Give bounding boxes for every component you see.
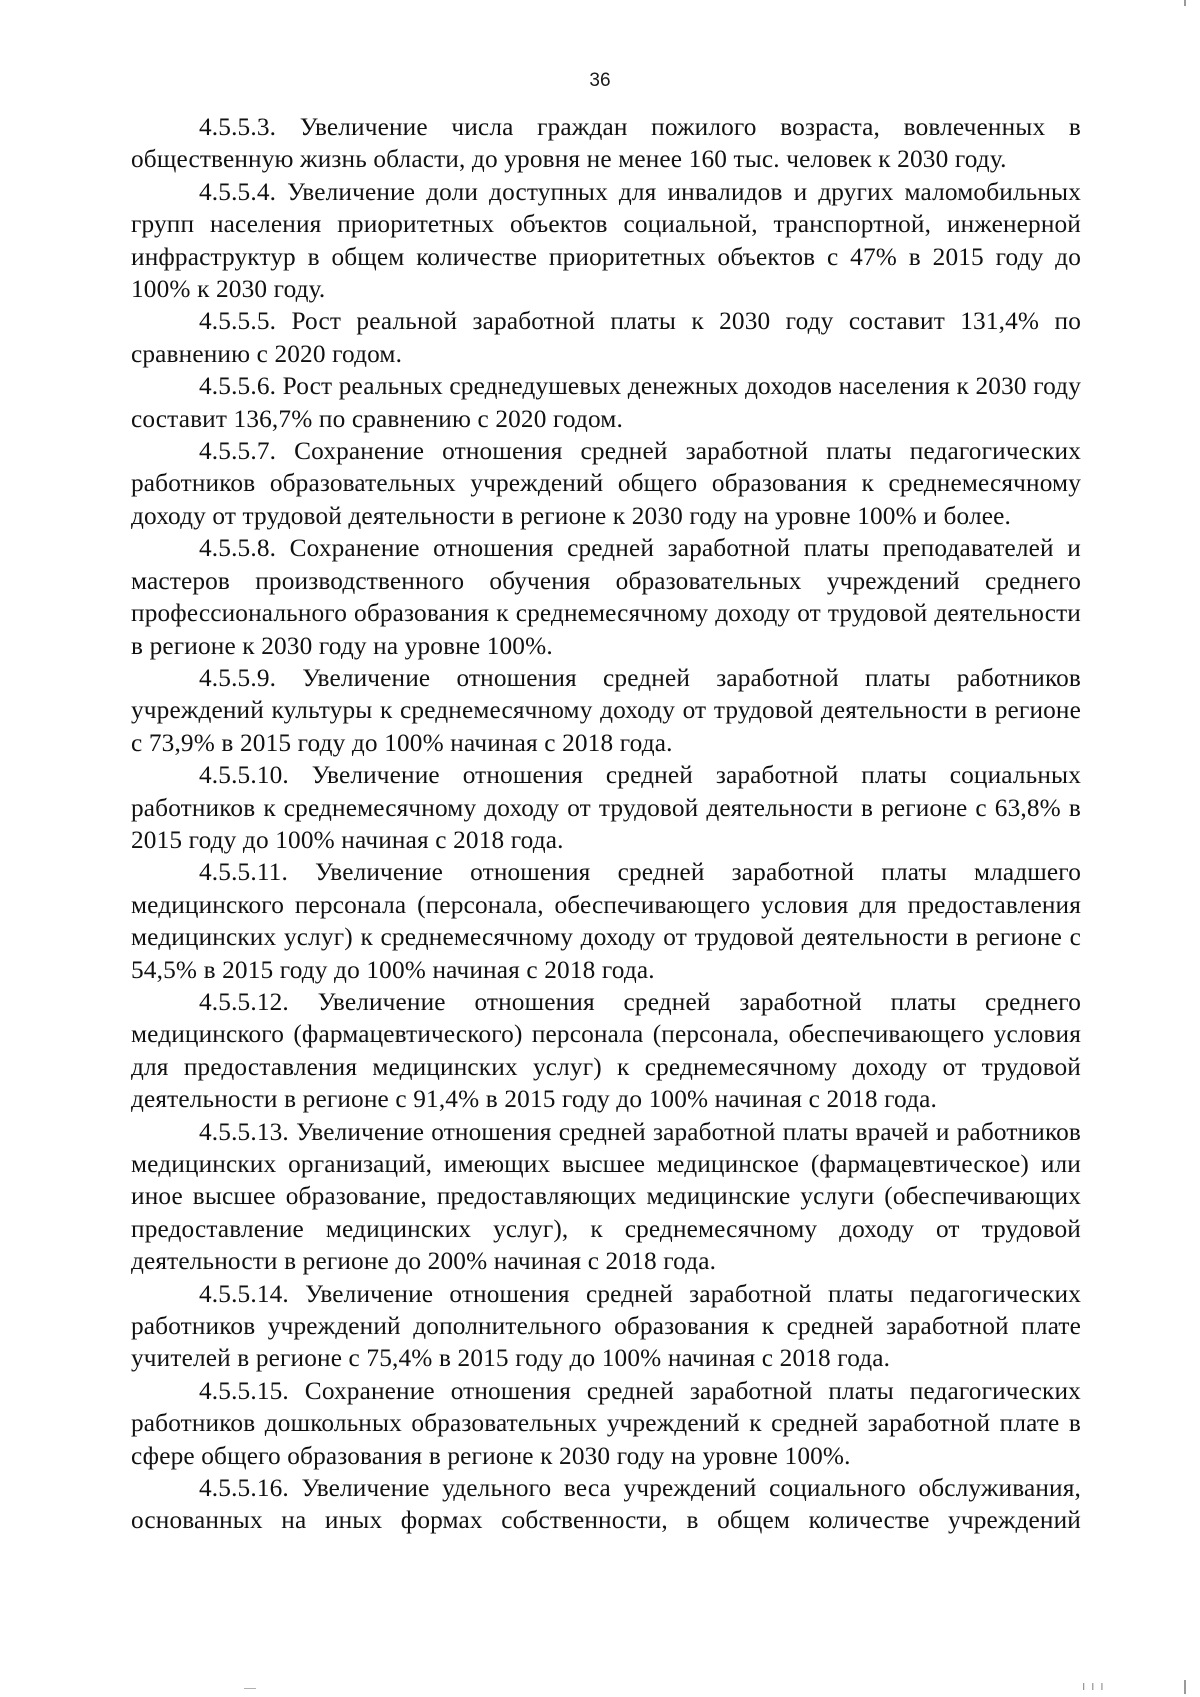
scan-artifact-ticks: ı ı ı	[1082, 1679, 1105, 1693]
paragraph-4-5-5-11: 4.5.5.11. Увеличение отношения средней заработной платы младшего медицинского персонала (персонала, обеспечивающего условия для предоставления медицинских услуг) к среднемесячному доходу от трудовой деятельности в регионе с 54,5% в 2015 году до 100% начиная с 2018 года.	[131, 858, 1081, 984]
page-number: 36	[589, 70, 611, 91]
paragraph-4-5-5-3: 4.5.5.3. Увеличение числа граждан пожилого возраста, вовлеченных в общественную жизнь области, до уровня не менее 160 тыс. человек к 2030 году.	[131, 113, 1081, 174]
paragraph-4-5-5-16: 4.5.5.16. Увеличение удельного веса учреждений социального обслуживания, основанных на иных формах собственности, в общем количестве учреждений	[131, 1474, 1081, 1535]
paragraph-4-5-5-14: 4.5.5.14. Увеличение отношения средней заработной платы педагогических работников учреждений дополнительного образования к средней заработной плате учителей в регионе с 75,4% в 2015 году до 100% начиная с 2018 года.	[131, 1279, 1081, 1373]
paragraph-4-5-5-12: 4.5.5.12. Увеличение отношения средней заработной платы среднего медицинского (фармацевтического) персонала (персонала, обеспечивающего условия для предоставления медицинских услуг) к среднемесячному доходу от трудовой деятельности в регионе с 91,4% в 2015 году до 100% начиная с 2018 года.	[131, 987, 1081, 1114]
paragraph-4-5-5-6: 4.5.5.6. Рост реальных среднедушевых денежных доходов населения к 2030 году составит 136,7% по сравнению с 2020 годом.	[131, 372, 1081, 433]
scan-artifact-dash	[244, 1688, 256, 1689]
paragraph-4-5-5-10: 4.5.5.10. Увеличение отношения средней заработной платы социальных работников к среднемесячному доходу от трудовой деятельности в регионе с 63,8% в 2015 году до 100% начиная с 2018 года.	[131, 761, 1081, 854]
document-body	[131, 111, 1081, 1537]
paragraph-4-5-5-7: 4.5.5.7. Сохранение отношения средней заработной платы педагогических работников образовательных учреждений общего образования к среднемесячному доходу от трудовой деятельности в регионе к 2030 году на уровне 100% и более.	[131, 437, 1081, 530]
paragraph-4-5-5-9: 4.5.5.9. Увеличение отношения средней заработной платы работников учреждений культуры к среднемесячному доходу от трудовой деятельности в регионе с 73,9% в 2015 году до 100% начиная с 2018 года.	[131, 663, 1081, 757]
scan-edge-mark-bottom	[1184, 1680, 1186, 1694]
paragraph-4-5-5-5: 4.5.5.5. Рост реальной заработной платы к 2030 году составит 131,4% по сравнению с 2020 годом.	[131, 307, 1081, 368]
paragraph-4-5-5-13: 4.5.5.13. Увеличение отношения средней заработной платы врачей и работников медицинских организаций, имеющих высшее медицинское (фармацевтическое) или иное высшее образование, предоставляющих медицинские услуги (обеспечивающих предоставление медицинских услуг), к среднемесячному доходу от трудовой деятельности в регионе до 200% начиная с 2018 года.	[131, 1117, 1081, 1276]
paragraph-4-5-5-4: 4.5.5.4. Увеличение доли доступных для инвалидов и других маломобильных групп населения приоритетных объектов социальной, транспортной, инженерной инфраструктур в общем количестве приоритетных объектов с 47% в 2015 году до 100% к 2030 году.	[131, 177, 1081, 304]
paragraph-4-5-5-8: 4.5.5.8. Сохранение отношения средней заработной платы преподавателей и мастеров производственного обучения образовательных учреждений среднего профессионального образования к среднемесячному доходу от трудовой деятельности в регионе к 2030 году на уровне 100%.	[131, 534, 1081, 660]
scan-edge-mark-top	[1184, 0, 1186, 6]
paragraph-4-5-5-15: 4.5.5.15. Сохранение отношения средней заработной платы педагогических работников дошкольных образовательных учреждений к средней заработной плате в сфере общего образования в регионе к 2030 году на уровне 100%.	[131, 1376, 1081, 1470]
